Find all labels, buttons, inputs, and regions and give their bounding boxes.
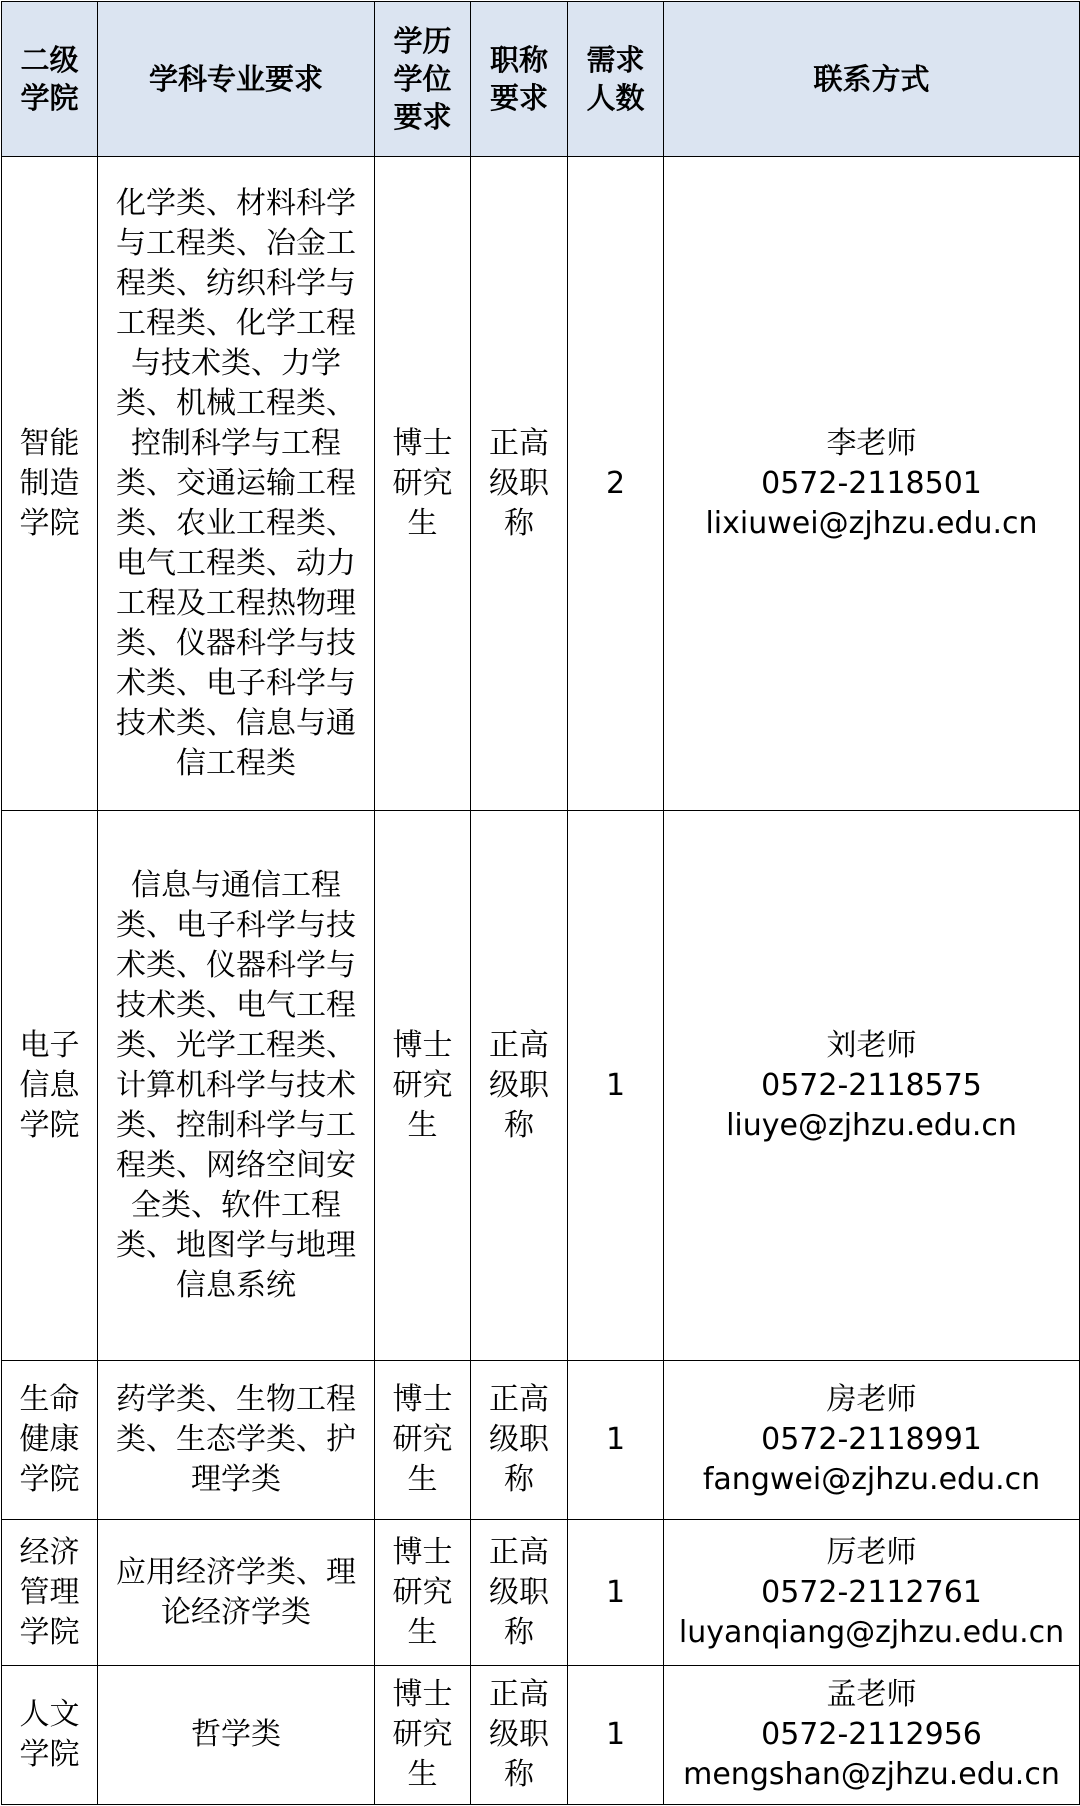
- contact-cell: [664, 811, 1080, 1361]
- contact-name: 刘老师: [826, 1027, 917, 1063]
- degree-cell: 博士研究生: [375, 1520, 471, 1666]
- contact-email: luyanqiang@zjhzu.edu.cn: [678, 1614, 1065, 1650]
- contact-phone: 0572-2112956: [761, 1717, 982, 1752]
- recruitment-table: [1, 1, 1080, 1805]
- count-cell: 2: [568, 157, 664, 811]
- contact-name: 房老师: [826, 1382, 917, 1417]
- title-cell: 正高级职称: [471, 1361, 568, 1520]
- major-cell: 应用经济学类、理论经济学类: [98, 1520, 375, 1666]
- major-cell: 信息与通信工程类、电子科学与技术类、仪器科学与技术类、电气工程类、光学工程类、计算机科学与技术类、控制科学与工程类、网络空间安全类、软件工程类、地图学与地理信息系统: [98, 811, 375, 1361]
- degree-cell: 博士研究生: [375, 1361, 471, 1520]
- contact-cell: [664, 1520, 1080, 1666]
- contact-cell: [664, 157, 1080, 811]
- title-cell: 正高级职称: [471, 1520, 568, 1666]
- header-count: 需求人数: [568, 2, 664, 157]
- college-cell: 生命健康学院: [2, 1361, 98, 1520]
- table-row: [2, 157, 1080, 811]
- contact-email: lixiuwei@zjhzu.edu.cn: [705, 505, 1038, 541]
- count-cell: 1: [568, 1520, 664, 1666]
- contact-email: mengshan@zjhzu.edu.cn: [683, 1757, 1060, 1792]
- contact-email: liuye@zjhzu.edu.cn: [726, 1107, 1017, 1143]
- degree-cell: 博士研究生: [375, 157, 471, 811]
- contact-phone: 0572-2118501: [761, 465, 982, 501]
- college-cell: 人文学院: [2, 1666, 98, 1805]
- table-row: [2, 1666, 1080, 1805]
- degree-cell: 博士研究生: [375, 811, 471, 1361]
- table-row: [2, 1520, 1080, 1666]
- title-cell: 正高级职称: [471, 157, 568, 811]
- major-cell: 药学类、生物工程类、生态学类、护理学类: [98, 1361, 375, 1520]
- contact-phone: 0572-2112761: [761, 1574, 982, 1610]
- table-row: [2, 1361, 1080, 1520]
- contact-phone: 0572-2118575: [761, 1067, 982, 1103]
- major-cell: 化学类、材料科学与工程类、冶金工程类、纺织科学与工程类、化学工程与技术类、力学类、机械工程类、控制科学与工程类、交通运输工程类、农业工程类、电气工程类、动力工程及工程热物理类、仪器科学与技术类、电子科学与技术类、信息与通信工程类: [98, 157, 375, 811]
- college-cell: 经济管理学院: [2, 1520, 98, 1666]
- contact-cell: [664, 1666, 1080, 1805]
- table-row: [2, 811, 1080, 1361]
- contact-phone: 0572-2118991: [761, 1422, 982, 1457]
- contact-name: 孟老师: [826, 1677, 917, 1712]
- count-cell: 1: [568, 811, 664, 1361]
- contact-name: 李老师: [826, 425, 917, 461]
- header-row: [2, 2, 1080, 157]
- degree-cell: 博士研究生: [375, 1666, 471, 1805]
- college-cell: 电子信息学院: [2, 811, 98, 1361]
- count-cell: 1: [568, 1666, 664, 1805]
- contact-cell: [664, 1361, 1080, 1520]
- contact-name: 厉老师: [826, 1534, 917, 1570]
- college-cell: 智能制造学院: [2, 157, 98, 811]
- header-major: 学科专业要求: [98, 2, 375, 157]
- contact-email: fangwei@zjhzu.edu.cn: [702, 1462, 1041, 1497]
- header-college: 二级学院: [2, 2, 98, 157]
- title-cell: 正高级职称: [471, 1666, 568, 1805]
- major-cell: 哲学类: [98, 1666, 375, 1805]
- header-degree: 学历学位要求: [375, 2, 471, 157]
- header-title: 职称要求: [471, 2, 568, 157]
- count-cell: 1: [568, 1361, 664, 1520]
- header-contact: 联系方式: [664, 2, 1080, 157]
- title-cell: 正高级职称: [471, 811, 568, 1361]
